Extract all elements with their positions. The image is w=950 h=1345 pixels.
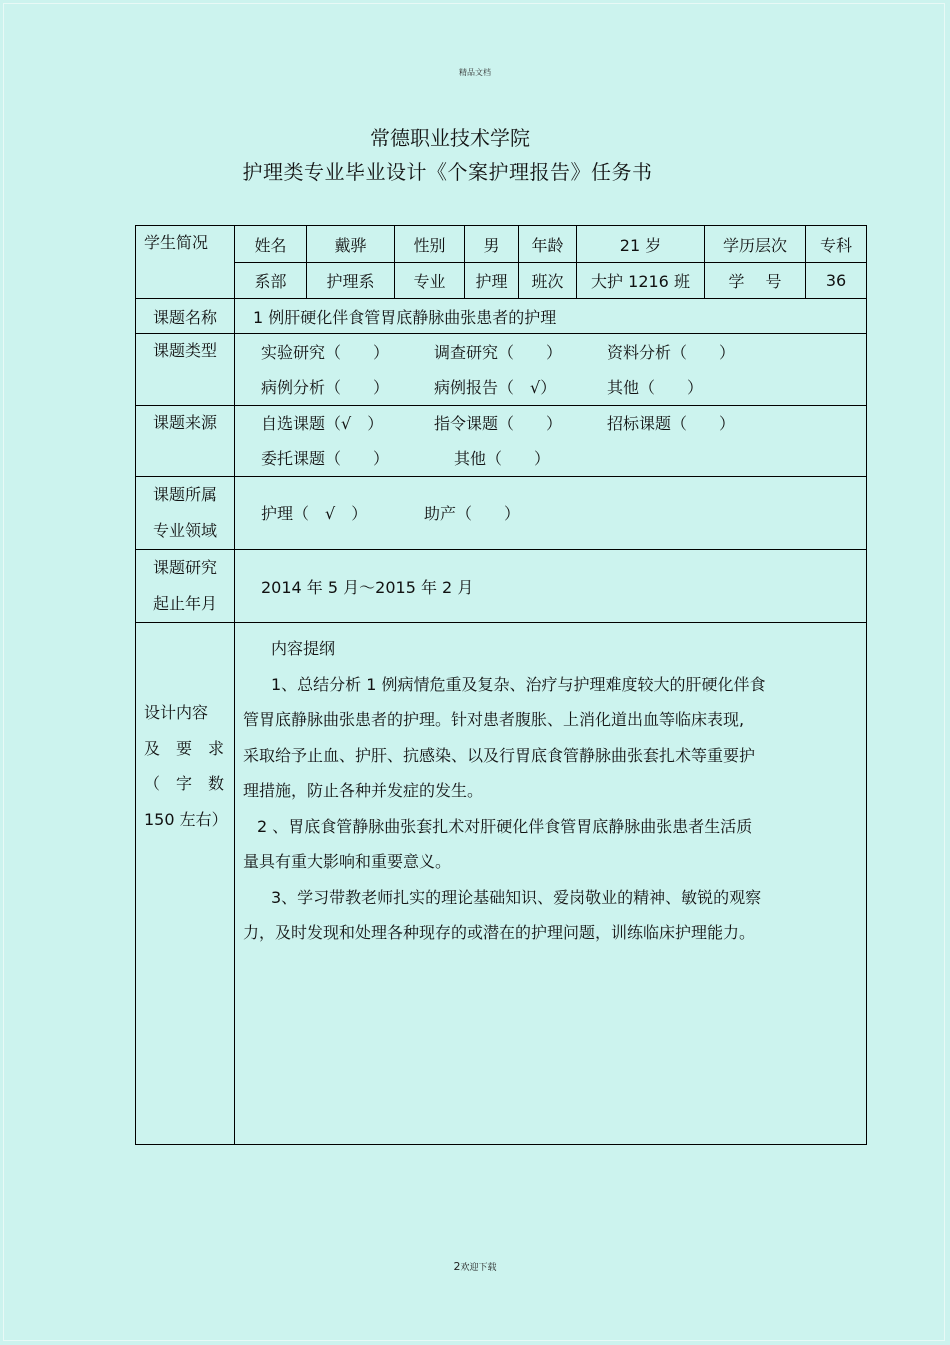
topic-value: 1 例肝硬化伴食管胃底静脉曲张患者的护理	[235, 299, 867, 334]
option-case-analysis: 病例分析（ ）	[261, 377, 390, 397]
topic-row	[136, 299, 867, 334]
class-value: 大护 1216 班	[577, 263, 705, 299]
topic-source-label: 课题来源	[136, 406, 235, 477]
topic-source-row	[136, 406, 867, 477]
option-experimental: 实验研究（ ）	[261, 342, 390, 362]
outline-title: 内容提纲	[271, 639, 336, 658]
age-value: 21 岁	[577, 226, 705, 263]
school-title: 常德职业技术学院	[370, 126, 530, 150]
period-label: 课题研究 起止年月	[136, 550, 235, 623]
topic-label: 课题名称	[136, 299, 235, 334]
field-label: 课题所属 专业领域	[136, 477, 235, 550]
name-label: 姓名	[235, 226, 307, 263]
field-options	[235, 477, 867, 550]
paragraph-3-line-2: 力，及时发现和处理各种现存的或潜在的护理问题，训练临床护理能力。	[243, 923, 756, 942]
option-other: 其他（ ）	[607, 377, 704, 397]
option-nursing: 护理（ √ ）	[261, 503, 368, 523]
topic-source-options	[235, 406, 867, 477]
dept-label: 系部	[235, 263, 307, 299]
topic-type-line-1	[235, 335, 866, 370]
paragraph-1-line-3: 采取给予止血、护肝、抗感染、以及行胃底食管静脉曲张套扎术等重要护	[243, 745, 756, 765]
student-section-label: 学生简况	[136, 226, 235, 299]
option-midwifery: 助产（ ）	[424, 503, 521, 523]
topic-source-line-2	[235, 441, 866, 476]
age-label: 年龄	[519, 226, 577, 263]
level-value: 专科	[806, 226, 867, 263]
topic-type-line-2	[235, 370, 866, 405]
major-value: 护理	[465, 263, 519, 299]
student-row-1	[136, 226, 867, 263]
dept-value: 护理系	[307, 263, 395, 299]
option-commissioned: 委托课题（ ）	[261, 449, 390, 468]
major-label: 专业	[395, 263, 465, 299]
gender-label: 性别	[395, 226, 465, 263]
option-data-analysis: 资料分析（ ）	[607, 342, 736, 362]
design-content	[235, 623, 867, 1145]
option-assigned: 指令课题（ ）	[434, 414, 563, 433]
design-label: 设计内容 及 要 求 （ 字 数 150 左右）	[136, 623, 235, 1145]
option-case-report: 病例报告（ √）	[434, 377, 557, 397]
option-self-selected: 自选课题（√ ）	[261, 414, 384, 433]
topic-type-label: 课题类型	[136, 334, 235, 406]
gender-value: 男	[465, 226, 519, 263]
level-label: 学历层次	[705, 226, 806, 263]
page-number: 2	[453, 1260, 461, 1273]
paragraph-2-line-2: 量具有重大影响和重要意义。	[243, 852, 452, 871]
student-id-value: 36	[806, 263, 867, 299]
document-title: 护理类专业毕业设计《个案护理报告》任务书	[242, 160, 653, 184]
paragraph-3-line-1: 3、学习带教老师扎实的理论基础知识、爱岗敬业的精神、敏锐的观察	[271, 887, 762, 907]
design-row	[136, 623, 867, 1145]
period-value: 2014 年 5 月～2015 年 2 月	[235, 550, 867, 623]
footer-note	[0, 1260, 950, 1273]
header-note: 精品文档	[459, 68, 491, 77]
task-form-table	[135, 225, 867, 1145]
topic-type-row	[136, 334, 867, 406]
topic-type-options	[235, 334, 867, 406]
student-id-label: 学 号	[705, 263, 806, 299]
option-survey: 调查研究（ ）	[434, 342, 563, 362]
paragraph-2-line-1: 2 、胃底食管静脉曲张套扎术对肝硬化伴食管胃底静脉曲张患者生活质	[257, 816, 753, 836]
field-row	[136, 477, 867, 550]
option-source-other: 其他（ ）	[454, 449, 551, 468]
name-value: 戴骅	[307, 226, 395, 263]
paragraph-1-line-2: 管胃底静脉曲张患者的护理。针对患者腹胀、上消化道出血等临床表现,	[243, 710, 745, 729]
paragraph-1-line-1: 1、总结分析 1 例病情危重及复杂、治疗与护理难度较大的肝硬化伴食	[271, 674, 766, 694]
paragraph-1-line-4: 理措施，防止各种并发症的发生。	[243, 781, 484, 800]
footer-text: 欢迎下载	[460, 1263, 497, 1273]
class-label: 班次	[519, 263, 577, 299]
option-tender: 招标课题（ ）	[607, 414, 736, 433]
period-row	[136, 550, 867, 623]
topic-source-line-1	[235, 406, 866, 441]
student-row-2	[136, 263, 867, 299]
